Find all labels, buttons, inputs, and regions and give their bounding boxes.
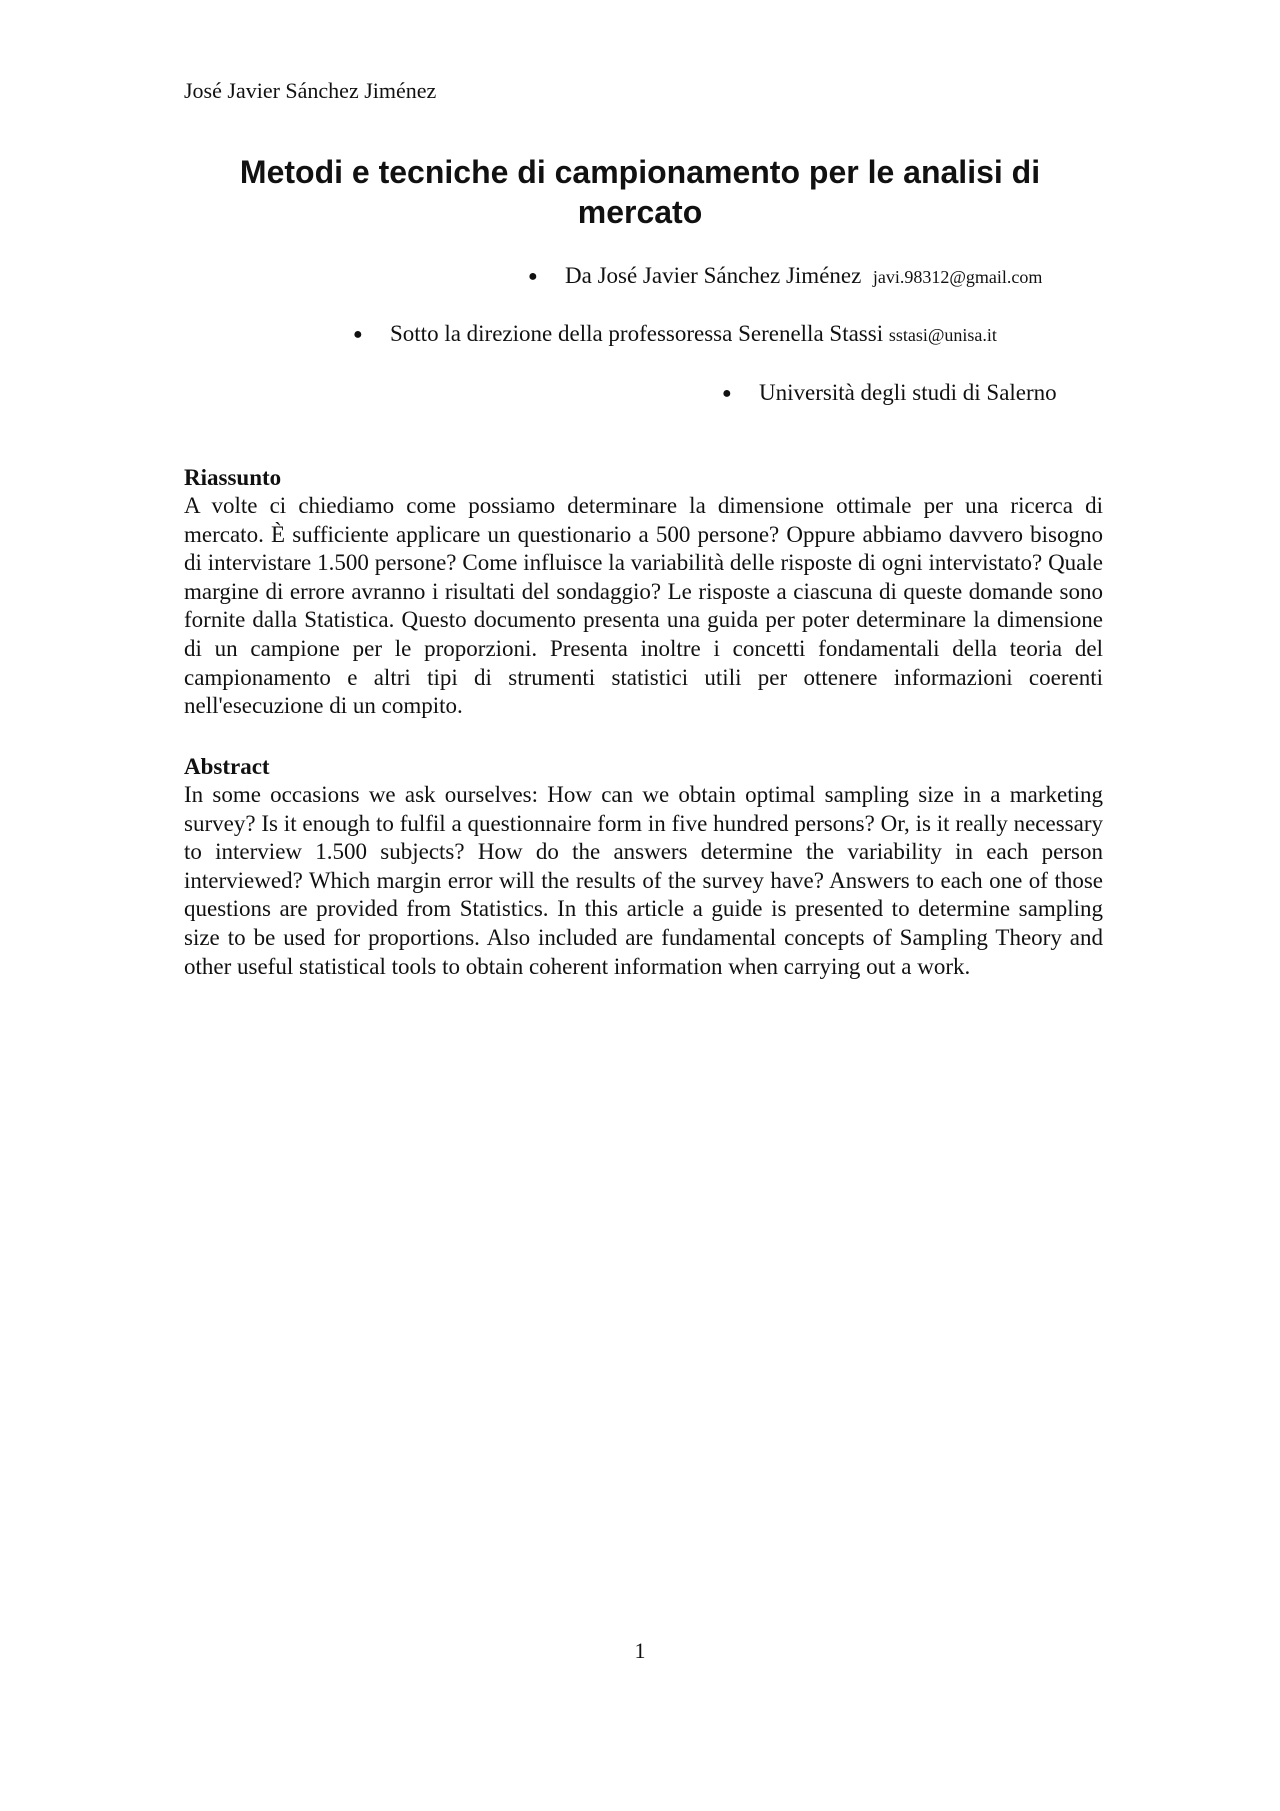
abstract-body: In some occasions we ask ourselves: How can we obtain optimal sampling size in a marketing survey? Is it enough to fulfil a questionnaire form in five hundred persons? Or, is it really necessary to interview 1.500 subjects? How do the answers determine the variability in each person interviewed? Which margin error will the results of the survey have? Answers to each one of those questions are provided from Statistics. In this article a guide is presented to determine sampling size to be used for proportions. Also included are fundamental concepts of Sampling Theory and other useful statistical tools to obtain coherent information when carrying out a work.	[184, 782, 1103, 979]
supervisor-name: Sotto la direzione della professoressa Serenella Stassi	[390, 321, 884, 346]
university-line	[722, 379, 1057, 408]
bullet-icon: ●	[722, 385, 732, 402]
riassunto-body: A volte ci chiediamo come possiamo determinare la dimensione ottimale per una ricerca di mercato. È sufficiente applicare un questionario a 500 persone? Oppure abbiamo davvero bisogno di intervistare 1.500 persone? Come influisce la variabilità delle risposte di ogni intervistato? Quale margine di errore avranno i risultati del sondaggio? Le risposte a ciascuna di queste domande sono fornite dalla Statistica. Questo documento presenta una guida per poter determinare la dimensione di un campione per le proporzioni. Presenta inoltre i concetti fondamentali della teoria del campionamento e altri tipi di strumenti statistici utili per ottenere informazioni coerenti nell'esecuzione di un compito.	[184, 493, 1103, 719]
bullet-icon: ●	[353, 326, 363, 343]
university-name: Università degli studi di Salerno	[759, 380, 1057, 405]
author-line	[528, 262, 1042, 291]
abstract-heading: Abstract	[184, 754, 270, 779]
riassunto-heading: Riassunto	[184, 465, 282, 490]
supervisor-line	[353, 320, 997, 349]
author-email: javi.98312@gmail.com	[872, 267, 1043, 287]
supervisor-email: sstasi@unisa.it	[888, 325, 997, 345]
paper-title: Metodi e tecniche di campionamento per le analisi di mercato	[239, 154, 1041, 230]
riassunto-section	[184, 464, 1103, 721]
abstract-section	[184, 753, 1103, 981]
page-number: 1	[634, 1638, 646, 1663]
bullet-icon: ●	[528, 268, 538, 285]
running-header-author: José Javier Sánchez Jiménez	[184, 78, 437, 103]
author-name: Da José Javier Sánchez Jiménez	[565, 263, 862, 288]
